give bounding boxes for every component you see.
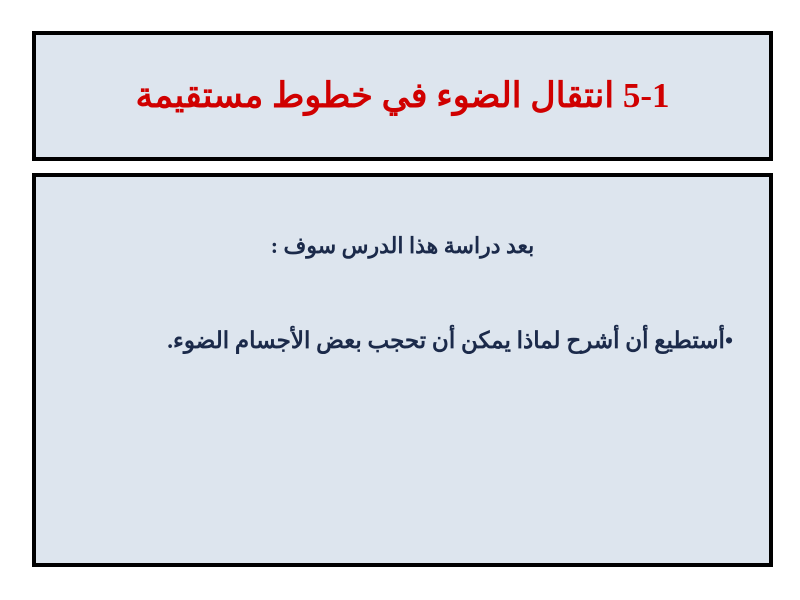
title-box [32,31,773,161]
objectives-intro: بعد دراسة هذا الدرس سوف : [270,233,535,258]
objective-bullet-1: •أستطيع أن أشرح لماذا يمكن أن تحجب بعض الأجسام الضوء. [167,328,733,353]
page-title: 5-1 انتقال الضوء في خطوط مستقيمة [135,76,670,115]
content-box [32,173,773,567]
